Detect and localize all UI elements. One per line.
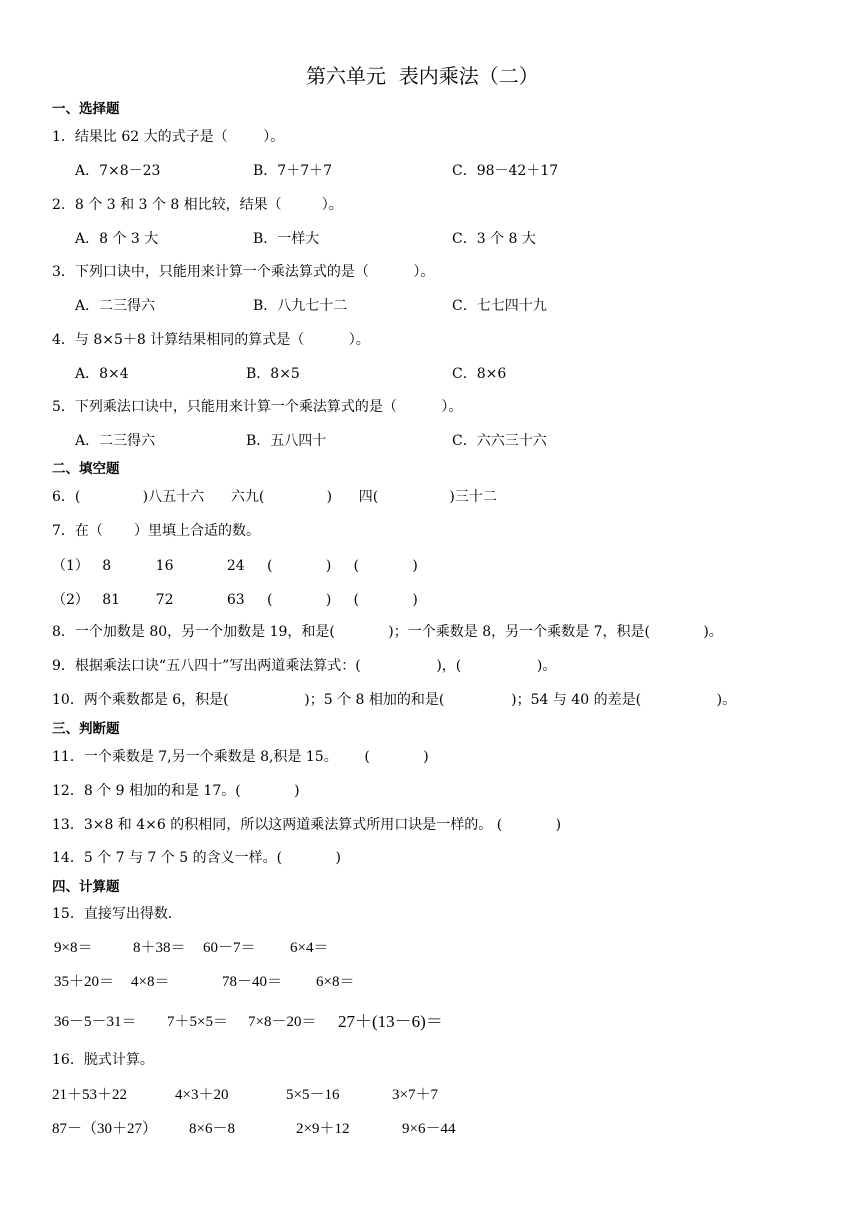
question-4-option-a: A．8×4	[75, 366, 129, 382]
question-3-option-c: C．七七四十九	[452, 298, 547, 314]
calc-item: 87－（30＋27）	[52, 1121, 158, 1137]
calc-item: 27＋(13－6)＝	[338, 1012, 443, 1031]
calc-item: 4×8＝	[131, 974, 170, 990]
question-5-stem: 5．下列乘法口诀中，只能用来计算一个乘法算式的是（ ）。	[52, 399, 463, 415]
section-heading-judge: 三、判断题	[52, 721, 120, 737]
calc-item: 9×8＝	[54, 940, 93, 956]
question-1-option-b: B．7＋7＋7	[253, 163, 333, 179]
calc-item: 4×3＋20	[175, 1087, 229, 1103]
calc-item: 6×8＝	[316, 974, 355, 990]
section-heading-calc: 四、计算题	[52, 879, 120, 895]
question-14: 14．5 个 7 与 7 个 5 的含义一样。( )	[52, 850, 341, 866]
question-2-option-b: B．一样大	[253, 231, 320, 247]
calc-item: 8×6－8	[189, 1121, 235, 1137]
question-1-option-a: A．7×8－23	[75, 163, 161, 179]
question-9: 9．根据乘法口诀“五八四十”写出两道乘法算式：( )，( )。	[52, 658, 557, 674]
calc-item: 36－5－31＝	[54, 1014, 137, 1030]
section-heading-choice: 一、选择题	[52, 101, 120, 117]
question-6: 6．( )八五十六 六九( ) 四( )三十二	[52, 489, 497, 505]
question-7-row-2: （2） 81 72 63 ( ) ( )	[52, 592, 418, 608]
question-1-option-c: C．98－42＋17	[452, 163, 559, 179]
question-16-stem: 16．脱式计算。	[52, 1052, 154, 1068]
question-2-stem: 2．8 个 3 和 3 个 8 相比较，结果（ ）。	[52, 197, 343, 213]
calc-item: 2×9＋12	[296, 1121, 350, 1137]
question-5-option-b: B．五八四十	[246, 433, 327, 449]
calc-item: 6×4＝	[290, 940, 329, 956]
question-13: 13．3×8 和 4×6 的积相同，所以这两道乘法算式所用口诀是一样的。 ( )	[52, 817, 562, 833]
question-3-stem: 3．下列口诀中，只能用来计算一个乘法算式的是（ ）。	[52, 264, 435, 280]
calc-item: 35＋20＝	[54, 974, 115, 990]
calc-item: 7＋5×5＝	[167, 1014, 228, 1030]
calc-item: 60－7＝	[203, 940, 256, 956]
calc-item: 8＋38＝	[133, 940, 186, 956]
calc-item: 9×6－44	[402, 1121, 456, 1137]
question-2-option-c: C．3 个 8 大	[452, 231, 536, 247]
question-1-stem: 1．结果比 62 大的式子是（ ）。	[52, 129, 285, 145]
question-3-option-a: A．二三得六	[75, 298, 156, 314]
calc-item: 21＋53＋22	[52, 1087, 128, 1103]
section-heading-fill: 二、填空题	[52, 461, 120, 477]
page-title: 第六单元 表内乘法（二）	[306, 64, 539, 88]
calc-item: 3×7＋7	[392, 1087, 438, 1103]
question-2-option-a: A．8 个 3 大	[75, 231, 159, 247]
question-3-option-b: B．八九七十二	[253, 298, 348, 314]
question-4-stem: 4．与 8×5＋8 计算结果相同的算式是（ ）。	[52, 332, 370, 348]
question-5-option-a: A．二三得六	[75, 433, 156, 449]
question-12: 12．8 个 9 相加的和是 17。( )	[52, 783, 300, 799]
question-4-option-c: C．8×6	[452, 366, 507, 382]
question-11: 11．一个乘数是 7,另一个乘数是 8,积是 15。 ( )	[52, 749, 429, 765]
question-10: 10．两个乘数都是 6，积是( )；5 个 8 相加的和是( )；54 与 40 的差是( )。	[52, 692, 737, 708]
question-7-row-1: （1） 8 16 24 ( ) ( )	[52, 558, 418, 574]
question-5-option-c: C．六六三十六	[452, 433, 547, 449]
question-8: 8．一个加数是 80，另一个加数是 19，和是( )；一个乘数是 8，另一个乘数是 7，积是( )。	[52, 624, 723, 640]
question-4-option-b: B．8×5	[246, 366, 300, 382]
calc-item: 5×5－16	[286, 1087, 340, 1103]
question-15-stem: 15．直接写出得数．	[52, 906, 182, 922]
calc-item: 7×8－20＝	[248, 1014, 317, 1030]
question-7-stem: 7．在（ ）里填上合适的数。	[52, 523, 261, 539]
calc-item: 78－40＝	[222, 974, 283, 990]
